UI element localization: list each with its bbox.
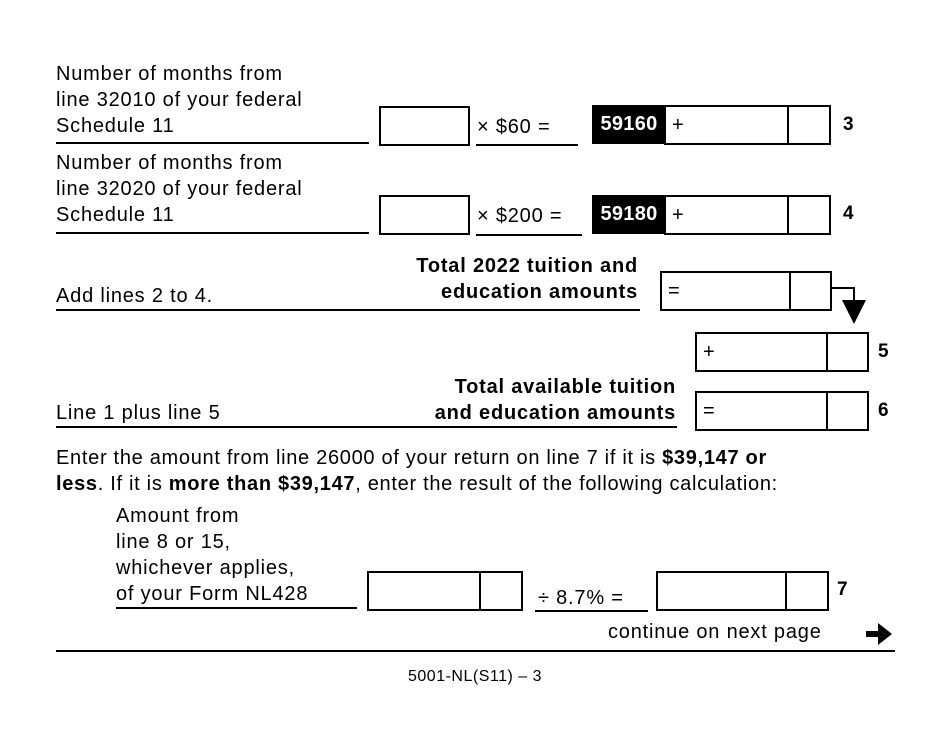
- row3-multiplier: × $60 =: [477, 116, 551, 138]
- line-number-4: 4: [843, 203, 854, 224]
- row4-months-input[interactable]: [379, 195, 470, 235]
- row3-label: [56, 61, 303, 139]
- total2022-title-line: education amounts: [441, 281, 638, 303]
- cents-divider: [826, 332, 828, 372]
- cents-divider: [479, 571, 481, 611]
- equals-sign: =: [668, 280, 680, 302]
- row6-underline: [56, 426, 677, 428]
- paragraph-text: . If it is: [97, 473, 169, 495]
- plus-sign: +: [672, 114, 684, 136]
- total2022-title-line: Total 2022 tuition and: [416, 255, 638, 277]
- page-divider: [56, 650, 895, 652]
- row7-result-field[interactable]: [656, 571, 829, 611]
- paragraph-text: , enter the result of the following calculation:: [355, 473, 778, 495]
- total2022-underline: [56, 309, 640, 311]
- cents-divider: [787, 195, 789, 235]
- paragraph-bold: less: [56, 473, 98, 495]
- cents-divider: [787, 105, 789, 145]
- row6-amount-field[interactable]: [695, 391, 869, 431]
- row4-multiplier-underline: [476, 234, 582, 236]
- footer-form-id: 5001-NL(S11) – 3: [408, 668, 542, 685]
- total2022-instruction: Add lines 2 to 4.: [56, 285, 214, 307]
- row3-multiplier-underline: [476, 144, 578, 146]
- continue-text: continue on next page: [608, 621, 822, 643]
- row4-label: [56, 150, 303, 228]
- row4-label-line: Number of months from: [56, 152, 283, 174]
- row7-label-underline: [116, 607, 357, 609]
- row3-months-input[interactable]: [379, 106, 470, 146]
- line-number-6: 6: [878, 400, 889, 421]
- row7-label: [116, 503, 308, 607]
- row4-code-badge: 59180: [592, 195, 666, 234]
- plus-sign: +: [672, 204, 684, 226]
- down-arrow-icon: [828, 278, 878, 328]
- row6-instruction: Line 1 plus line 5: [56, 402, 221, 424]
- row4-amount-field[interactable]: [664, 195, 831, 235]
- row4-label-line: Schedule 11: [56, 204, 175, 226]
- row3-label-line: Number of months from: [56, 63, 283, 85]
- row7-amount-input[interactable]: [367, 571, 523, 611]
- cents-divider: [785, 571, 787, 611]
- paragraph-bold: $39,147 or: [662, 447, 767, 469]
- plus-sign: +: [703, 341, 715, 363]
- row5-amount-field[interactable]: [695, 332, 869, 372]
- row7-label-line: Amount from: [116, 505, 240, 527]
- instruction-paragraph: [56, 445, 896, 497]
- row3-label-line: Schedule 11: [56, 115, 175, 137]
- total2022-amount-field[interactable]: [660, 271, 832, 311]
- row4-label-underline: [56, 232, 369, 234]
- line-number-7: 7: [837, 579, 848, 600]
- cents-divider: [789, 271, 791, 311]
- row7-divisor: ÷ 8.7% =: [538, 587, 624, 609]
- row4-label-line: line 32020 of your federal: [56, 178, 303, 200]
- row3-label-line: line 32010 of your federal: [56, 89, 303, 111]
- row7-divisor-underline: [535, 610, 648, 612]
- row6-title-line: Total available tuition: [454, 376, 676, 398]
- row3-label-underline: [56, 142, 369, 144]
- cents-divider: [826, 391, 828, 431]
- line-number-5: 5: [878, 341, 889, 362]
- equals-sign: =: [703, 400, 715, 422]
- row3-amount-field[interactable]: [664, 105, 831, 145]
- row7-label-line: line 8 or 15,: [116, 531, 231, 553]
- line-number-3: 3: [843, 114, 854, 135]
- paragraph-text: Enter the amount from line 26000 of your return on line 7 if it is: [56, 447, 663, 469]
- row7-label-line: whichever applies,: [116, 557, 295, 579]
- row4-multiplier: × $200 =: [477, 205, 563, 227]
- row6-title-line: and education amounts: [434, 402, 676, 424]
- row7-label-line: of your Form NL428: [116, 583, 309, 605]
- row6-title: [380, 374, 676, 426]
- row3-code-badge: 59160: [592, 105, 666, 144]
- arrow-right-icon: [866, 623, 892, 645]
- total2022-title: [368, 253, 638, 305]
- paragraph-bold: more than $39,147: [168, 473, 356, 495]
